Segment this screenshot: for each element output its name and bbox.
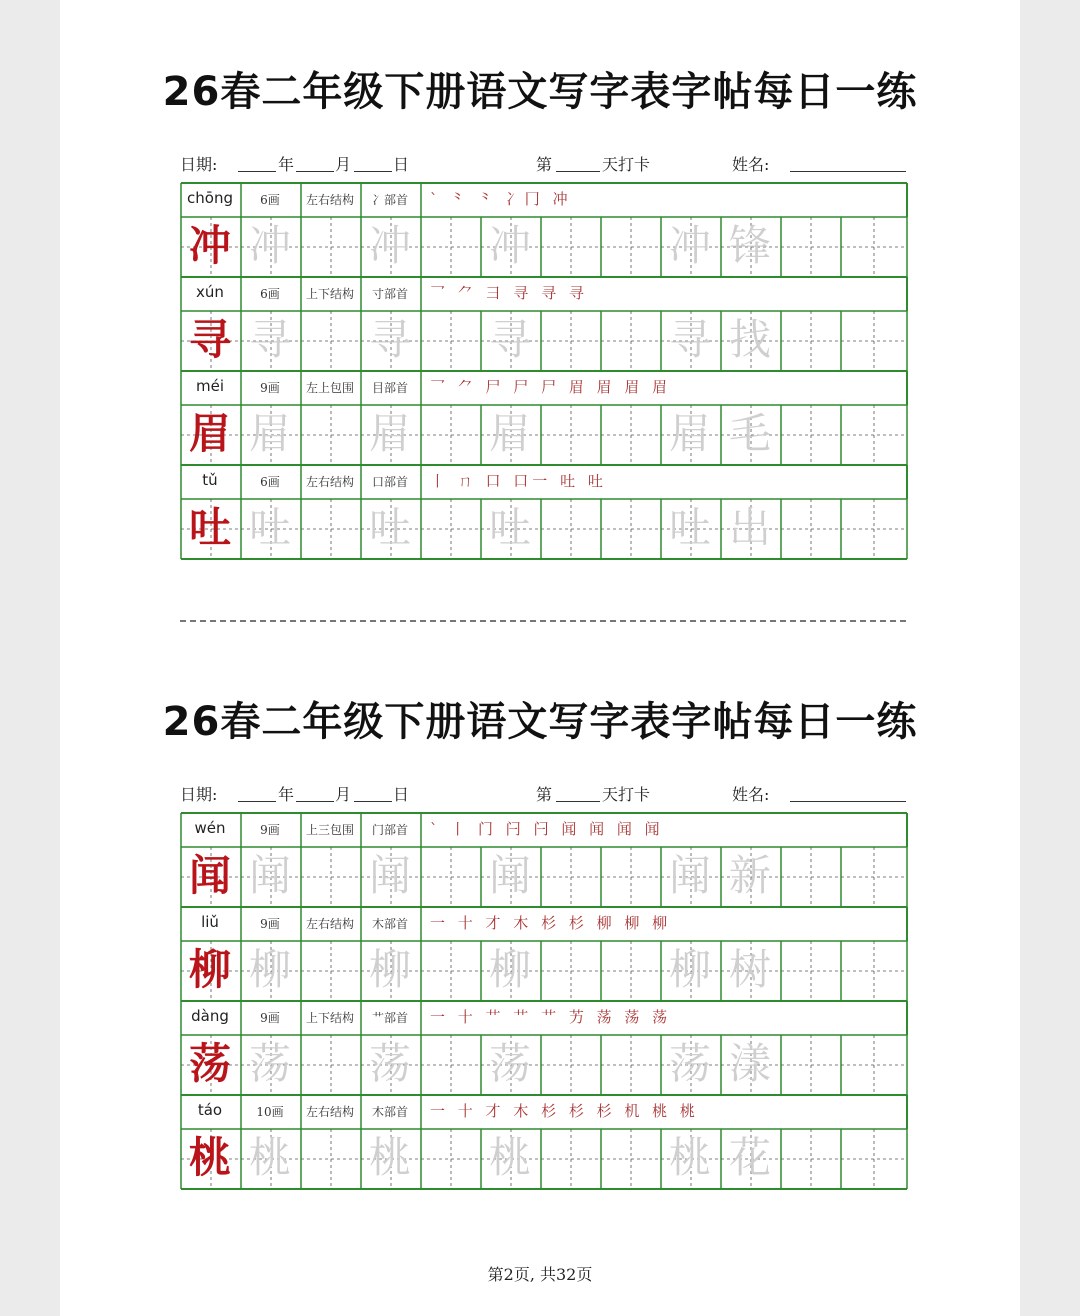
stroke-count: 6画 [260,287,280,301]
stroke-count: 9画 [260,823,280,837]
trace-character[interactable]: 桃 [488,1133,531,1182]
trace-character[interactable]: 柳 [668,945,711,994]
trace-character[interactable]: 荡 [668,1039,711,1088]
day-label: 日 [393,155,410,174]
trace-character[interactable]: 桃 [368,1133,411,1182]
day-label: 日 [393,785,410,804]
checkin-blank[interactable] [556,171,600,172]
pinyin-label: liǔ [201,913,219,931]
word-character[interactable]: 找 [728,315,771,364]
radical-label: 冫部首 [371,193,408,207]
stroke-order: 乛 ⺈ 彐 寻 寻 寻 [430,284,588,302]
word-character[interactable]: 毛 [728,409,771,458]
trace-character[interactable]: 寻 [248,315,291,364]
cut-divider [180,620,906,622]
character-grid [180,812,906,1190]
header-fields [180,782,906,806]
trace-character[interactable]: 桃 [248,1133,291,1182]
trace-character[interactable]: 吐 [368,503,411,552]
checkin-suffix: 天打卡 [602,785,651,804]
word-character[interactable]: 花 [728,1133,771,1182]
trace-character[interactable]: 吐 [488,503,531,552]
pinyin-label: xún [196,283,224,301]
stroke-count: 9画 [260,917,280,931]
checkin-prefix: 第 [536,155,553,174]
date-label: 日期: [180,785,218,804]
word-character[interactable]: 漾 [728,1039,771,1088]
word-character[interactable]: 新 [728,851,771,900]
structure-label: 上下结构 [305,287,354,301]
trace-character[interactable]: 眉 [248,409,291,458]
trace-character[interactable]: 吐 [668,503,711,552]
pinyin-label: wén [194,819,226,837]
trace-character[interactable]: 闻 [248,851,291,900]
model-character: 桃 [188,1133,231,1182]
radical-label: 口部首 [371,475,408,489]
radical-label: 寸部首 [371,287,408,301]
stroke-order: 一 十 艹 艹 艹 艻 荡 荡 荡 [430,1008,672,1026]
year-label: 年 [278,785,295,804]
pinyin-label: méi [195,377,224,395]
trace-character[interactable]: 冲 [368,221,411,270]
stroke-count: 9画 [260,1011,280,1025]
trace-character[interactable]: 冲 [668,221,711,270]
header-fields [180,152,906,176]
character-grid [180,182,906,560]
stroke-count: 10画 [256,1105,284,1119]
stroke-order: 一 十 才 木 杉 杉 杉 机 桃 桃 [430,1102,699,1120]
stroke-count: 6画 [260,193,280,207]
stroke-count: 6画 [260,475,280,489]
trace-character[interactable]: 眉 [488,409,531,458]
radical-label: 木部首 [371,917,408,931]
stroke-order: ` 丨 门 闩 闩 闻 闻 闻 闻 [430,820,664,838]
structure-label: 上三包围 [305,823,354,837]
name-label: 姓名: [732,155,770,174]
stroke-order: 丨 ㄇ 口 口一 吐 吐 [430,472,607,490]
trace-character[interactable]: 闻 [368,851,411,900]
word-character[interactable]: 出 [728,503,771,552]
month-label: 月 [335,155,352,174]
structure-label: 左右结构 [305,1105,354,1119]
structure-label: 左右结构 [305,193,354,207]
trace-character[interactable]: 眉 [668,409,711,458]
model-character: 荡 [188,1039,231,1088]
month-blank[interactable] [296,801,334,802]
document-page [60,0,1020,1316]
day-blank[interactable] [354,171,392,172]
radical-label: 门部首 [371,823,408,837]
trace-character[interactable]: 冲 [488,221,531,270]
model-character: 寻 [188,315,231,364]
name-blank[interactable] [790,801,906,802]
stroke-order: 乛 ⺈ 尸 尸 尸 眉 眉 眉 眉 [430,378,672,396]
trace-character[interactable]: 柳 [488,945,531,994]
trace-character[interactable]: 闻 [488,851,531,900]
word-character[interactable]: 树 [728,945,771,994]
checkin-suffix: 天打卡 [602,155,651,174]
checkin-prefix: 第 [536,785,553,804]
structure-label: 上下结构 [305,1011,354,1025]
stroke-order: 一 十 才 木 杉 杉 柳 柳 柳 [430,914,672,932]
trace-character[interactable]: 柳 [248,945,291,994]
structure-label: 左右结构 [305,475,354,489]
sheet-title: 26春二年级下册语文写字表字帖每日一练 [162,699,918,745]
trace-character[interactable]: 吐 [248,503,291,552]
month-label: 月 [335,785,352,804]
trace-character[interactable]: 荡 [248,1039,291,1088]
radical-label: 木部首 [371,1105,408,1119]
trace-character[interactable]: 眉 [368,409,411,458]
year-label: 年 [278,155,295,174]
stroke-order: ` ⺀ ⺀ 冫冂 冲 [430,190,572,208]
trace-character[interactable]: 寻 [668,315,711,364]
radical-label: 艹部首 [371,1011,408,1025]
structure-label: 左上包围 [305,381,354,395]
model-character: 眉 [188,409,231,458]
month-blank[interactable] [296,171,334,172]
model-character: 闻 [188,851,231,900]
name-label: 姓名: [732,785,770,804]
date-label: 日期: [180,155,218,174]
model-character: 柳 [188,945,231,994]
checkin-blank[interactable] [556,801,600,802]
pinyin-label: dàng [191,1007,229,1025]
trace-character[interactable]: 冲 [248,221,291,270]
trace-character[interactable]: 寻 [368,315,411,364]
word-character[interactable]: 锋 [728,221,771,270]
trace-character[interactable]: 桃 [668,1133,711,1182]
page-footer: 第2页, 共32页 [487,1265,593,1284]
pinyin-label: táo [197,1101,223,1119]
name-blank[interactable] [790,171,906,172]
pinyin-label: chōng [187,189,233,207]
trace-character[interactable]: 荡 [488,1039,531,1088]
year-blank[interactable] [238,801,276,802]
trace-character[interactable]: 柳 [368,945,411,994]
pinyin-label: tǔ [202,471,218,489]
sheet-title: 26春二年级下册语文写字表字帖每日一练 [162,69,918,115]
trace-character[interactable]: 寻 [488,315,531,364]
model-character: 冲 [188,221,231,270]
radical-label: 目部首 [371,381,408,395]
day-blank[interactable] [354,801,392,802]
model-character: 吐 [188,503,231,552]
structure-label: 左右结构 [305,917,354,931]
year-blank[interactable] [238,171,276,172]
trace-character[interactable]: 闻 [668,851,711,900]
trace-character[interactable]: 荡 [368,1039,411,1088]
stroke-count: 9画 [260,381,280,395]
